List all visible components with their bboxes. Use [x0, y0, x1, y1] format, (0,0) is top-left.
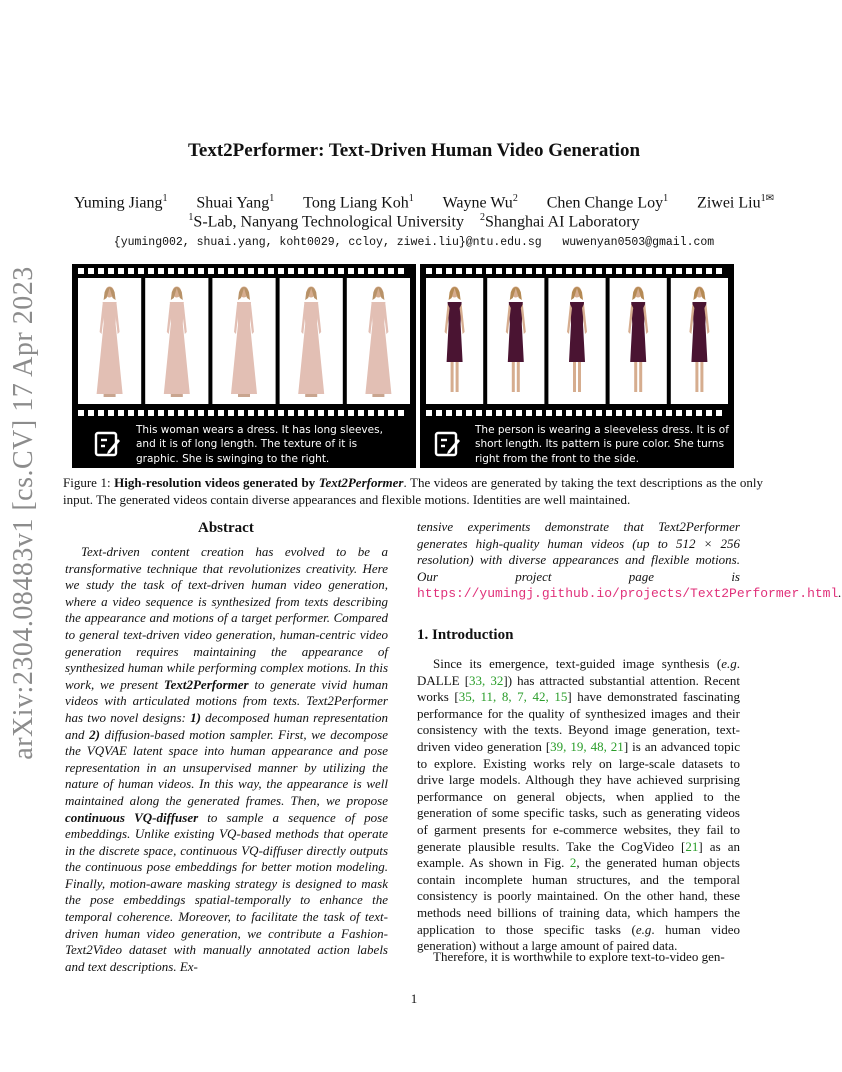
top-perforation [556, 268, 562, 274]
top-perforation [446, 268, 452, 274]
intro-paragraph: Since its emergence, text-guided image synthesis (e.g. DALLE [33, 32]) has attracted substantial attention. Recent works [35, 11, 8, 7, 42, 15] have demonstrated fascinating performance for the quality of synthesized images and their consistency with the texts. Beyond image generation, text-driven video generation [39, 19, 48, 21] is an advanced topic to explore. Existing works rely on large-scale datasets to drive large models. Although they have achieved surprising performance on general objects, when applied to the generation of some specific tasks, such as generating videos of garment presents for e-commerce websites, they fail to generate plausible results. Take the CogVideo [21] as an example. As shown in Fig. 2, the generated human objects contain incomplete human structures, and the temporal consistency is poorly maintained. On the other hand, these methods need billions of training data, which hampers the application to those specific tasks (e.g. human video generation) without a large amount of paired data. [417, 656, 741, 954]
bottom-perforation [496, 410, 502, 416]
top-perforation [486, 268, 492, 274]
bottom-perforation [486, 410, 492, 416]
top-perforation [108, 268, 114, 274]
intro-paragraph: Therefore, it is worthwhile to explore text-to-video gen- [433, 949, 725, 964]
citation-link[interactable]: 33, 32 [469, 672, 504, 688]
abstract-heading: Abstract [198, 520, 254, 536]
bottom-perforation [108, 410, 114, 416]
top-perforation [716, 268, 722, 274]
bottom-perforation [238, 410, 244, 416]
top-perforation [218, 268, 224, 274]
top-perforation [318, 268, 324, 274]
bottom-perforation [98, 410, 104, 416]
video-frame [145, 278, 208, 404]
bottom-perforation [358, 410, 364, 416]
bottom-perforation [118, 410, 124, 416]
top-perforation [576, 268, 582, 274]
citation-link[interactable]: 35, 11, 8, 7, 42, 15 [458, 689, 568, 705]
bottom-perforation [318, 410, 324, 416]
top-perforation [378, 268, 384, 274]
bottom-perforation [526, 410, 532, 416]
figure-caption: Figure 1: High-resolution videos generated by Text2Performer. The videos are generated by taking the text descriptions as the only input. The generated videos contain diverse appearances and flexible motions. Identities are well maintained. [63, 475, 763, 507]
top-perforation [368, 268, 374, 274]
bottom-perforation [636, 410, 642, 416]
video-frame [212, 278, 275, 404]
bottom-perforation [138, 410, 144, 416]
bottom-perforation [328, 410, 334, 416]
top-perforation [88, 268, 94, 274]
author-emails: {yuming002, shuai.yang, koht0029, ccloy, ziwei.liu}@ntu.edu.sg wuwenyan0503@gmail.com [113, 236, 715, 249]
edit-note-icon [93, 430, 121, 458]
top-perforation [606, 268, 612, 274]
top-perforation [506, 268, 512, 274]
bottom-perforation [348, 410, 354, 416]
bottom-perforation [188, 410, 194, 416]
top-perforation [78, 268, 84, 274]
bottom-perforation [446, 410, 452, 416]
bottom-perforation [426, 410, 432, 416]
video-frame [280, 278, 343, 404]
top-perforation [138, 268, 144, 274]
bottom-perforation [218, 410, 224, 416]
top-perforation [208, 268, 214, 274]
bottom-perforation [436, 410, 442, 416]
top-perforation [426, 268, 432, 274]
bottom-perforation [198, 410, 204, 416]
bottom-perforation [506, 410, 512, 416]
bottom-perforation [576, 410, 582, 416]
top-perforation [328, 268, 334, 274]
top-perforation [278, 268, 284, 274]
top-perforation [676, 268, 682, 274]
bottom-perforation [616, 410, 622, 416]
author: Shuai Yang$^1$ [196, 193, 275, 212]
affiliations: $^1$S-Lab, Nanyang Technological University $^2$Shanghai AI Laboratory [188, 212, 640, 231]
top-perforation [646, 268, 652, 274]
top-perforation [696, 268, 702, 274]
top-perforation [118, 268, 124, 274]
video-frame [671, 278, 728, 404]
bottom-perforation [308, 410, 314, 416]
abstract-continued: tensive experiments demonstrate that Text2Performer generates high-quality human videos (up to 512 × 256 resolution) with diverse appearances and flexible motions. Our project page is https://yumingj.github.io/projects/Text2Performer.html. [417, 519, 842, 602]
bottom-perforation [398, 410, 404, 416]
top-perforation [288, 268, 294, 274]
top-perforation [298, 268, 304, 274]
page-number: 1 [410, 991, 418, 1006]
bottom-perforation [716, 410, 722, 416]
top-perforation [388, 268, 394, 274]
author-list [74, 193, 774, 212]
figure-reference-link[interactable]: 2 [569, 855, 577, 871]
video-frame [347, 278, 410, 404]
bottom-perforation [666, 410, 672, 416]
bottom-perforation [466, 410, 472, 416]
top-perforation [516, 268, 522, 274]
bottom-perforation [476, 410, 482, 416]
bottom-perforation [566, 410, 572, 416]
bottom-perforation [706, 410, 712, 416]
bottom-perforation [128, 410, 134, 416]
video-frame [610, 278, 667, 404]
bottom-perforation [378, 410, 384, 416]
project-page-link[interactable]: https://yumingj.github.io/projects/Text2Performer.html [417, 586, 839, 602]
bottom-perforation [516, 410, 522, 416]
top-perforation [706, 268, 712, 274]
bottom-perforation [248, 410, 254, 416]
bottom-perforation [88, 410, 94, 416]
bottom-perforation [556, 410, 562, 416]
top-perforation [616, 268, 622, 274]
bottom-perforation [228, 410, 234, 416]
bottom-perforation [606, 410, 612, 416]
bottom-perforation [536, 410, 542, 416]
bottom-perforation [278, 410, 284, 416]
top-perforation [586, 268, 592, 274]
bottom-perforation [78, 410, 84, 416]
bottom-perforation [626, 410, 632, 416]
top-perforation [656, 268, 662, 274]
top-perforation [526, 268, 532, 274]
abstract-text: Text-driven content creation has evolved to be a transformative technique that revolutionizes creativity. Here we study the task of text-driven human video generation, where a video sequence is synthesized from texts describing the appearance and motions of a target performer. Compared to general text-driven video generation, human-centric video generation requires maintaining the appearance of synthesized human while performing complex motions. In this work, we present Text2Performer to generate vivid human videos with articulated motions from texts. Text2Performer has two novel designs: 1) decomposed human representation and 2) diffusion-based motion sampler. First, we decompose the VQVAE latent space into human appearance and pose representation in an unsupervised manner by utilizing the nature of human videos. In this way, the appearance is well maintained along the generated frames. Then, we propose continuous VQ-diffuser to sample a sequence of pose embeddings. Unlike existing VQ-based methods that operate in the discrete space, continuous VQ-diffuser directly outputs the continuous pose embeddings for better motion modeling. Finally, motion-aware masking strategy is designed to mask the pose embeddings spatial-temporally to enhance the temporal coherence. Moreover, to facilitate the task of text-driven human video generation, we contribute a Fashion-Text2Video dataset with manually annotated action labels and text descriptions. Ex- [65, 544, 388, 974]
top-perforation [248, 268, 254, 274]
bottom-perforation [178, 410, 184, 416]
top-perforation [98, 268, 104, 274]
top-perforation [228, 268, 234, 274]
top-perforation [148, 268, 154, 274]
top-perforation [188, 268, 194, 274]
bottom-perforation [368, 410, 374, 416]
bottom-perforation [586, 410, 592, 416]
top-perforation [466, 268, 472, 274]
top-perforation [348, 268, 354, 274]
bottom-perforation [696, 410, 702, 416]
top-perforation [686, 268, 692, 274]
top-perforation [596, 268, 602, 274]
bottom-perforation [338, 410, 344, 416]
top-perforation [476, 268, 482, 274]
bottom-perforation [148, 410, 154, 416]
top-perforation [168, 268, 174, 274]
intro-heading: 1. Introduction [417, 627, 514, 643]
bottom-perforation [456, 410, 462, 416]
top-perforation [238, 268, 244, 274]
top-perforation [158, 268, 164, 274]
bottom-perforation [258, 410, 264, 416]
bottom-perforation [388, 410, 394, 416]
bottom-perforation [656, 410, 662, 416]
author: Wayne Wu$^2$ [442, 193, 518, 212]
video-frame [78, 278, 141, 404]
top-perforation [666, 268, 672, 274]
bottom-perforation [158, 410, 164, 416]
top-perforation [636, 268, 642, 274]
top-perforation [496, 268, 502, 274]
top-perforation [198, 268, 204, 274]
top-perforation [258, 268, 264, 274]
author: Tong Liang Koh$^1$ [303, 193, 414, 212]
citation-link[interactable]: 21 [685, 838, 699, 854]
top-perforation [436, 268, 442, 274]
top-perforation [338, 268, 344, 274]
bottom-perforation [268, 410, 274, 416]
bottom-perforation [676, 410, 682, 416]
top-perforation [128, 268, 134, 274]
bottom-perforation [686, 410, 692, 416]
top-perforation [566, 268, 572, 274]
bottom-perforation [646, 410, 652, 416]
author: Chen Change Loy$^1$ [546, 193, 669, 212]
paper-title: Text2Performer: Text-Driven Human Video Generation [187, 140, 641, 161]
bottom-perforation [298, 410, 304, 416]
top-perforation [358, 268, 364, 274]
author: Yuming Jiang$^1$ [74, 193, 168, 212]
citation-link[interactable]: 39, 19, 48, 21 [550, 738, 624, 754]
edit-note-icon [433, 430, 461, 458]
bottom-perforation [208, 410, 214, 416]
bottom-perforation [596, 410, 602, 416]
top-perforation [308, 268, 314, 274]
top-perforation [536, 268, 542, 274]
bottom-perforation [546, 410, 552, 416]
video-frame [548, 278, 605, 404]
top-perforation [626, 268, 632, 274]
top-perforation [268, 268, 274, 274]
top-perforation [178, 268, 184, 274]
video-frame [426, 278, 483, 404]
arxiv-stamp: arXiv:2304.08483v1 [cs.CV] 17 Apr 2023 [8, 266, 39, 760]
top-perforation [546, 268, 552, 274]
top-perforation [398, 268, 404, 274]
bottom-perforation [168, 410, 174, 416]
video-frame [487, 278, 544, 404]
author: Ziwei Liu$^{1✉}$ [697, 193, 774, 212]
bottom-perforation [288, 410, 294, 416]
top-perforation [456, 268, 462, 274]
